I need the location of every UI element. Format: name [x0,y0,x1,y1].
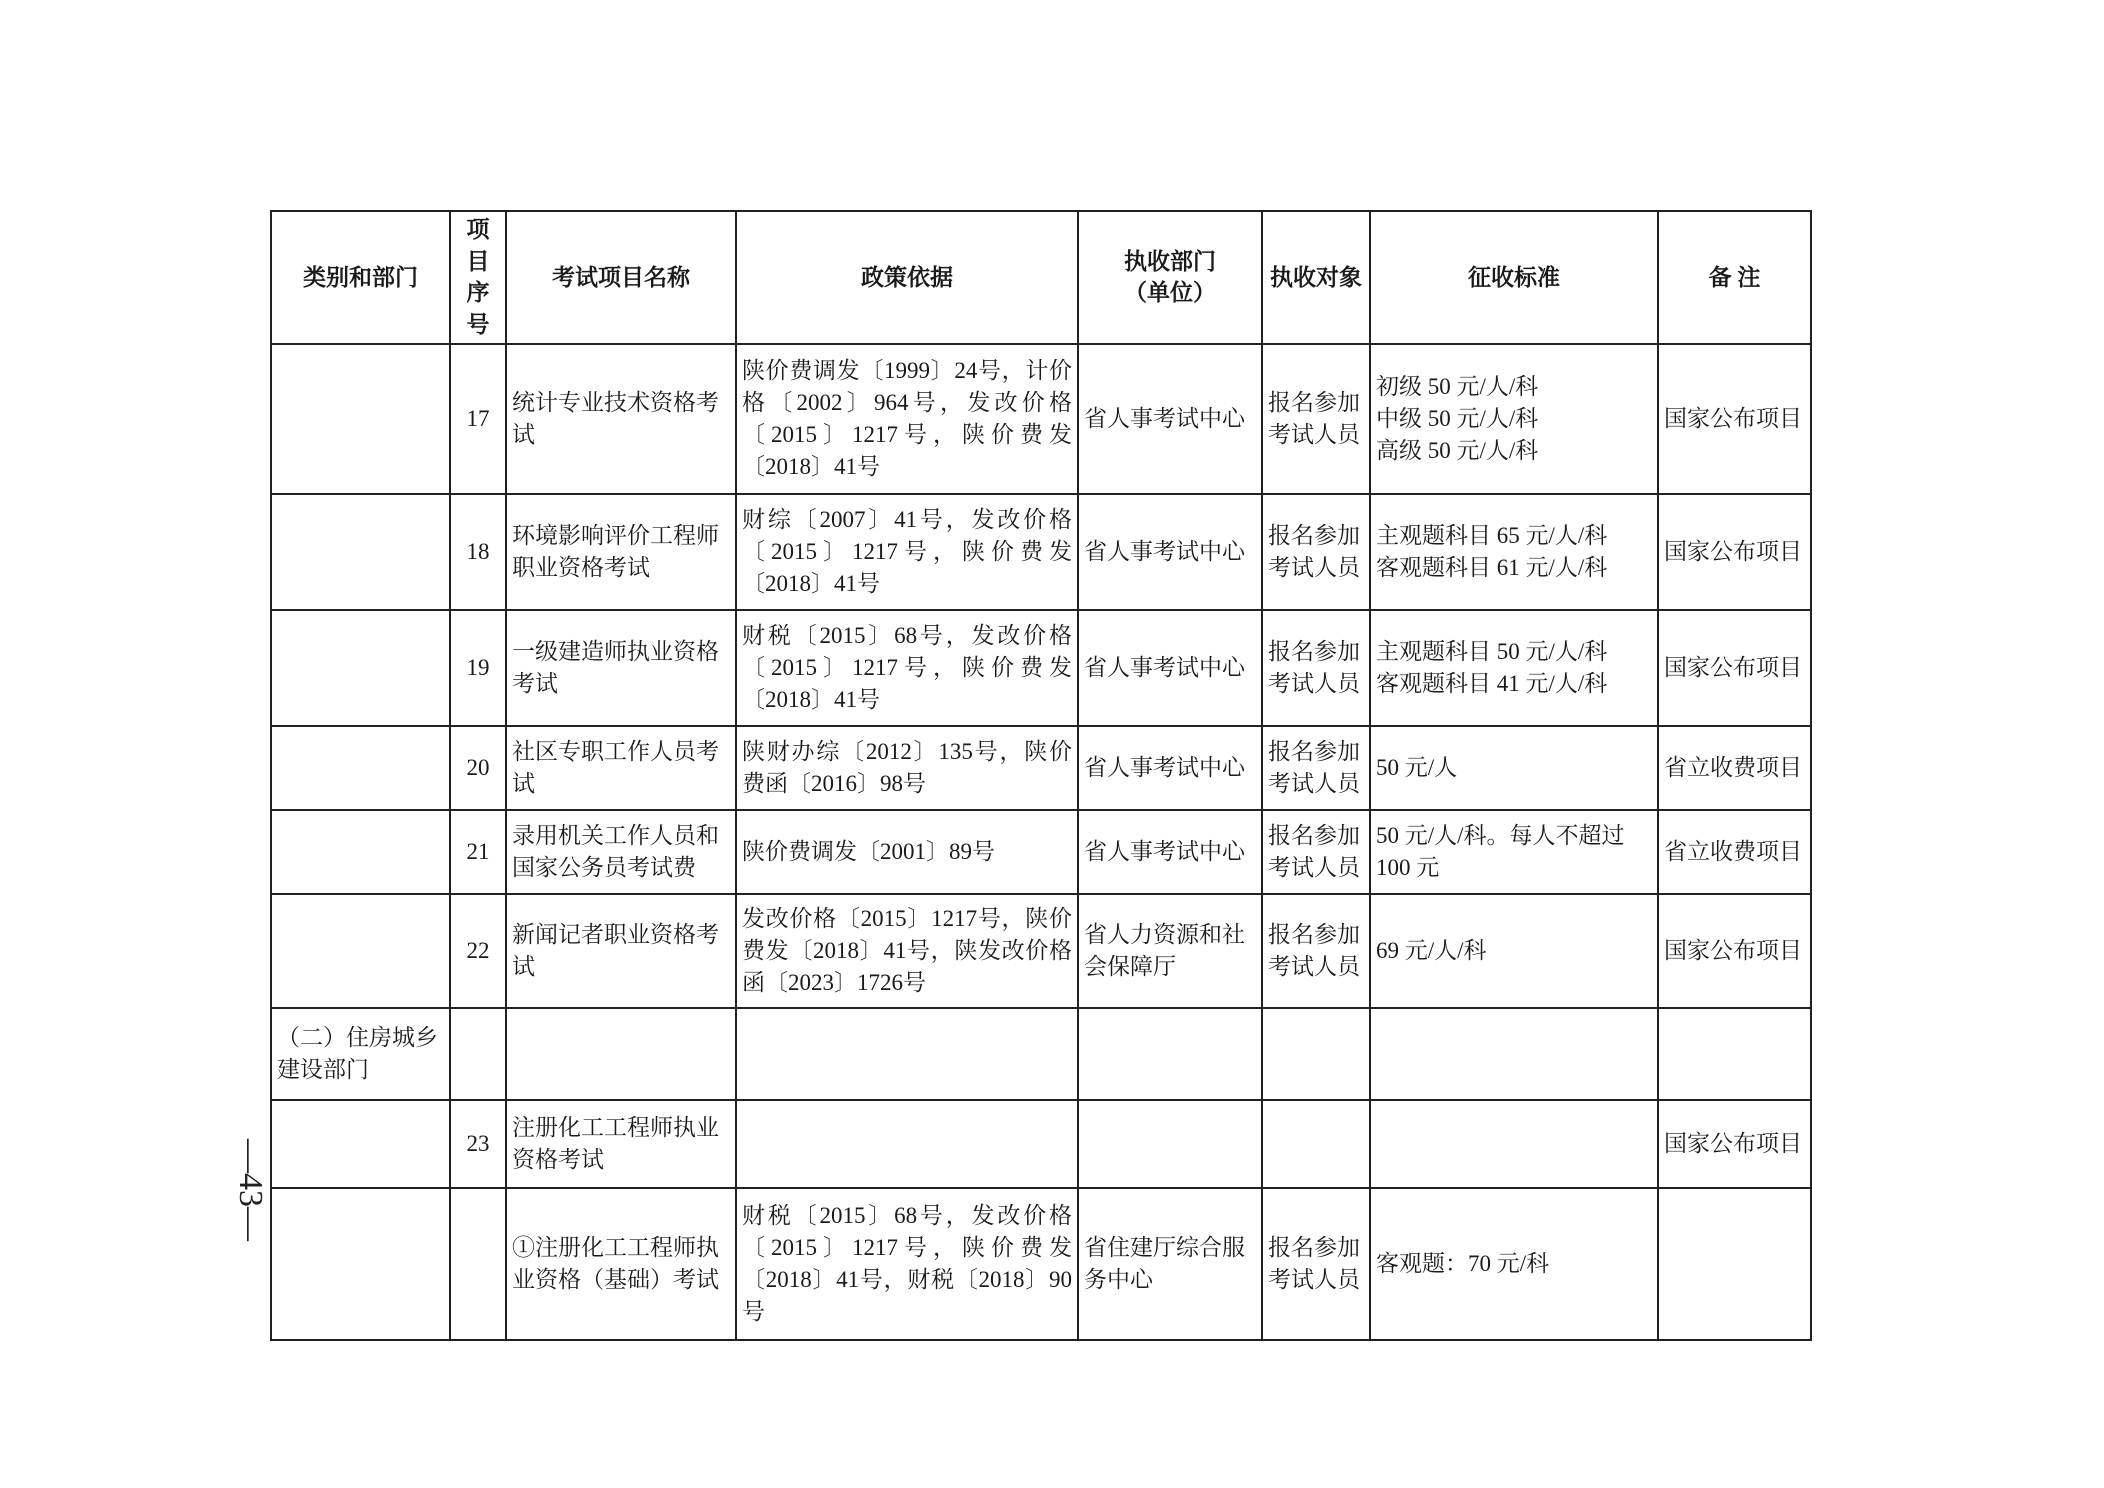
cell-seq: 21 [450,810,506,894]
cell-remark: 国家公布项目 [1658,494,1811,610]
cell-seq: 23 [450,1100,506,1188]
cell-seq: 18 [450,494,506,610]
table-row [271,344,1811,494]
cell-basis [736,1008,1078,1100]
table-row [271,494,1811,610]
cell-name: 环境影响评价工程师职业资格考试 [506,494,736,610]
header-basis: 政策依据 [736,211,1078,344]
header-name: 考试项目名称 [506,211,736,344]
cell-target: 报名参加考试人员 [1262,494,1370,610]
cell-target: 报名参加考试人员 [1262,726,1370,810]
cell-standard [1370,1100,1658,1188]
cell-standard: 主观题科目 50 元/人/科 客观题科目 41 元/人/科 [1370,610,1658,726]
table-row [271,1188,1811,1340]
section-row [271,1008,1811,1100]
cell-standard [1370,1008,1658,1100]
header-category: 类别和部门 [271,211,450,344]
cell-basis: 财税〔2015〕68号，发改价格〔2015〕1217号，陕价费发〔2018〕41号 [736,610,1078,726]
cell-standard: 50 元/人/科。每人不超过 100 元 [1370,810,1658,894]
cell-dept: 省人事考试中心 [1078,610,1262,726]
cell-target [1262,1100,1370,1188]
header-dept: 执收部门 （单位） [1078,211,1262,344]
header-standard: 征收标准 [1370,211,1658,344]
cell-basis: 陕价费调发〔2001〕89号 [736,810,1078,894]
cell-name: 一级建造师执业资格考试 [506,610,736,726]
cell-category [271,1100,450,1188]
fee-table [270,210,1812,1341]
cell-target: 报名参加考试人员 [1262,1188,1370,1340]
table-row [271,610,1811,726]
cell-category: （二）住房城乡建设部门 [271,1008,450,1100]
cell-basis: 陕财办综〔2012〕135号，陕价费函〔2016〕98号 [736,726,1078,810]
table-row [271,894,1811,1008]
header-remark: 备 注 [1658,211,1811,344]
cell-basis: 发改价格〔2015〕1217号，陕价费发〔2018〕41号，陕发改价格函〔2023〕1726号 [736,894,1078,1008]
cell-name: 注册化工工程师执业资格考试 [506,1100,736,1188]
cell-remark: 省立收费项目 [1658,726,1811,810]
cell-dept: 省人事考试中心 [1078,726,1262,810]
cell-remark: 国家公布项目 [1658,344,1811,494]
cell-standard: 初级 50 元/人/科 中级 50 元/人/科 高级 50 元/人/科 [1370,344,1658,494]
cell-seq: 17 [450,344,506,494]
cell-basis [736,1100,1078,1188]
cell-category [271,810,450,894]
header-seq: 项目 序号 [450,211,506,344]
cell-remark [1658,1008,1811,1100]
cell-name [506,1008,736,1100]
cell-dept: 省人事考试中心 [1078,810,1262,894]
cell-target [1262,1008,1370,1100]
cell-seq [450,1188,506,1340]
cell-remark: 国家公布项目 [1658,1100,1811,1188]
cell-category [271,1188,450,1340]
cell-standard: 主观题科目 65 元/人/科 客观题科目 61 元/人/科 [1370,494,1658,610]
cell-category [271,610,450,726]
cell-dept [1078,1008,1262,1100]
cell-basis: 财综〔2007〕41号，发改价格〔2015〕1217号，陕价费发〔2018〕41号 [736,494,1078,610]
cell-category [271,344,450,494]
cell-name: 统计专业技术资格考试 [506,344,736,494]
table-row [271,1100,1811,1188]
cell-basis: 陕价费调发〔1999〕24号，计价格〔2002〕964号，发改价格〔2015〕1217号，陕价费发〔2018〕41号 [736,344,1078,494]
fee-table-sheet [270,210,1810,1324]
cell-standard: 69 元/人/科 [1370,894,1658,1008]
header-target: 执收对象 [1262,211,1370,344]
cell-remark: 省立收费项目 [1658,810,1811,894]
cell-target: 报名参加考试人员 [1262,610,1370,726]
cell-dept: 省人力资源和社会保障厅 [1078,894,1262,1008]
cell-target: 报名参加考试人员 [1262,894,1370,1008]
cell-target: 报名参加考试人员 [1262,810,1370,894]
cell-seq: 22 [450,894,506,1008]
cell-seq [450,1008,506,1100]
table-row [271,726,1811,810]
cell-name: 录用机关工作人员和国家公务员考试费 [506,810,736,894]
cell-remark: 国家公布项目 [1658,894,1811,1008]
cell-category [271,494,450,610]
cell-seq: 20 [450,726,506,810]
cell-dept: 省人事考试中心 [1078,344,1262,494]
header-row [271,211,1811,344]
cell-target: 报名参加考试人员 [1262,344,1370,494]
cell-dept: 省人事考试中心 [1078,494,1262,610]
cell-standard: 50 元/人 [1370,726,1658,810]
table-row [271,810,1811,894]
cell-remark: 国家公布项目 [1658,610,1811,726]
cell-dept: 省住建厅综合服务中心 [1078,1188,1262,1340]
cell-name: 新闻记者职业资格考试 [506,894,736,1008]
cell-standard: 客观题：70 元/科 [1370,1188,1658,1340]
cell-seq: 19 [450,610,506,726]
page-number: —43— [232,1139,269,1241]
cell-remark [1658,1188,1811,1340]
cell-name: 社区专职工作人员考试 [506,726,736,810]
cell-category [271,894,450,1008]
cell-category [271,726,450,810]
cell-basis: 财税〔2015〕68号，发改价格〔2015〕1217号，陕价费发〔2018〕41号，财税〔2018〕90号 [736,1188,1078,1340]
cell-name: ①注册化工工程师执业资格（基础）考试 [506,1188,736,1340]
cell-dept [1078,1100,1262,1188]
